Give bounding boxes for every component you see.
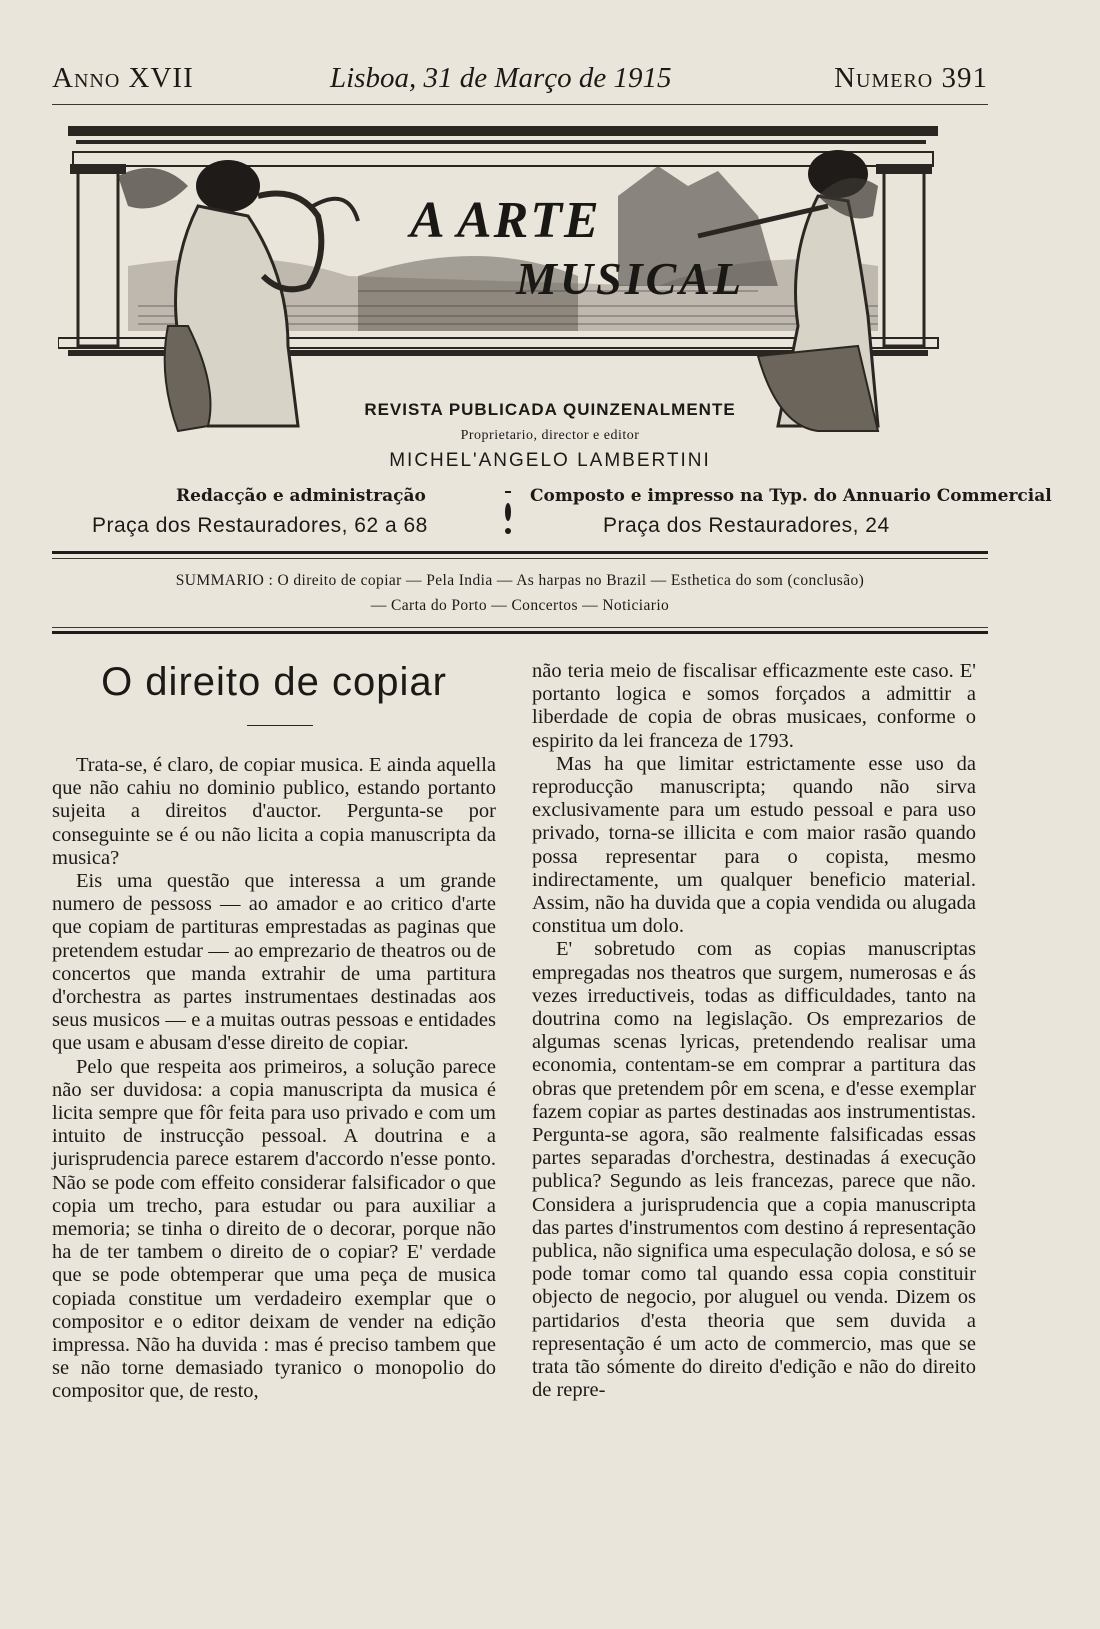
proprietor-label: Proprietario, director e editor (460, 428, 640, 443)
paragraph: Trata-se, é claro, de copiar musica. E ainda aquella que não cahiu no dominio publico, estando portanto sujeita a direitos d'auctor. Pergunta-se por conseguinte se é ou não licita a copia manuscripta da musica? (52, 754, 496, 869)
divider-ornament-icon (502, 488, 514, 538)
logo-subtitle: MUSICAL (516, 253, 745, 304)
paragraph: E' sobretudo com as copias manuscriptas empregadas nos theatros que surgem, numerosas e ás vezes irreductiveis, todas as difficuldades, tanto na doutrina como na legislação. Os emprezarios de algumas scenas lyricas, pretendendo realisar uma economia, contentam-se em comprar a partitura das obras que pretendem pôr em scena, e d'esse exemplar fazem copiar as partes destinadas aos instrumentistas. Pergunta-se agora, são realmente falsificadas essas partes separadas d'orchestra, destinadas á execução publica? Segundo as leis francezas, parece que não. Considera a jurisprudencia que a copia manuscripta das partes d'instrumentos com destino á representação publica, não significa uma especulação dolosa, e só se pode tomar como tal quando essa copia constituir objecto de negocio, por aluguel ou venda. Dizem os partidarios d'esta theoria que sem duvida a representação é um acto de commercio, mas que se trata tão sómente do direito d'edição e não do direito de repre- (532, 938, 977, 1402)
logo-title: A ARTE (410, 192, 601, 249)
masthead-rule-thin (52, 558, 988, 559)
paragraph: Eis uma questão que interessa a um grande numero de pessoss — ao amador e ao critico d'arte que copiam de partituras emprestadas as paginas que pretendem estudar — ao emprezario de theatros ou de concertos que manda extrahir de uma partitura d'orchestra as partes instrumentaes destinadas aos seus musicos — e a muitas outras pessoas e entidades que usam e abusam d'esse direito de copiar. (52, 870, 496, 1055)
summary-line-2: — Carta do Porto — Concertos — Noticiario (370, 597, 670, 614)
paragraph: Pelo que respeita aos primeiros, a solução parece não ser duvidosa: a copia manuscripta da musica é licita sempre que fôr feita para uso privado e com um intuito de instrucção pessoal. A doutrina e a jurisprudencia parece estarem d'accordo n'esse ponto. Não se pode com effeito considerar falsificador o que copia um trecho, para estudar ou para auxiliar a memoria; se tinha o direito de o decorar, porque não ha de ter tambem o direito de o copiar? E' verdade que se pode obtemperar que uma peça de musica copiada constitue um verdadeiro exemplar que o compositor e o editor deixam de vender na edição impressa. Não ha duvida : mas é preciso tambem que se não torne demasiado tyranico o monopolio do compositor que, de resto, (52, 1055, 496, 1403)
redaccao-address: Praça dos Restauradores, 62 a 68 (92, 514, 428, 537)
title-rule (247, 725, 313, 726)
masthead-rule-thick (52, 551, 988, 554)
paragraph: Mas ha que limitar estrictamente esse uso da reproducção manuscripta; quando não sirva exclusivamente para um estudo pessoal e para uso privado, torna-se illicita e com maior rasão quando possa representar para o copista, mesmo indirectamente, um qualquer beneficio material. Assim, não ha duvida que a copia vendida ou alugada constitua um dolo. (532, 752, 976, 938)
volume-label: Anno XVII (52, 62, 194, 94)
summary-line-1: SUMMARIO : O direito de copiar — Pela India — As harpas no Brazil — Esthetica do som (conclusão) (175, 572, 865, 589)
composto-address: Praça dos Restauradores, 24 (603, 514, 890, 537)
publication-frequency: REVISTA PUBLICADA QUINZENALMENTE (364, 400, 736, 419)
summary-rule-thick (52, 631, 988, 634)
summary-rule-thin (52, 627, 988, 628)
issue-number: Numero 391 (834, 62, 988, 94)
header-rule (52, 104, 988, 105)
redaccao-label: Redacção e administração (176, 486, 426, 506)
paragraph: não teria meio de fiscalisar efficazmente este caso. E' portanto logica e somos forçados a admittir a liberdade de copia de obras musicaes, conforme o espirito da lei franceza de 1793. (532, 660, 976, 752)
issue-date: Lisboa, 31 de Março de 1915 (330, 62, 672, 94)
proprietor-name: MICHEL'ANGELO LAMBERTINI (389, 450, 711, 471)
article-column-right (532, 660, 976, 1403)
composto-label: Composto e impresso na Typ. do Annuario Commercial (530, 486, 1052, 506)
issue-header (52, 62, 988, 102)
article-column-left (52, 754, 496, 1404)
article-title: O direito de copiar (101, 660, 447, 704)
